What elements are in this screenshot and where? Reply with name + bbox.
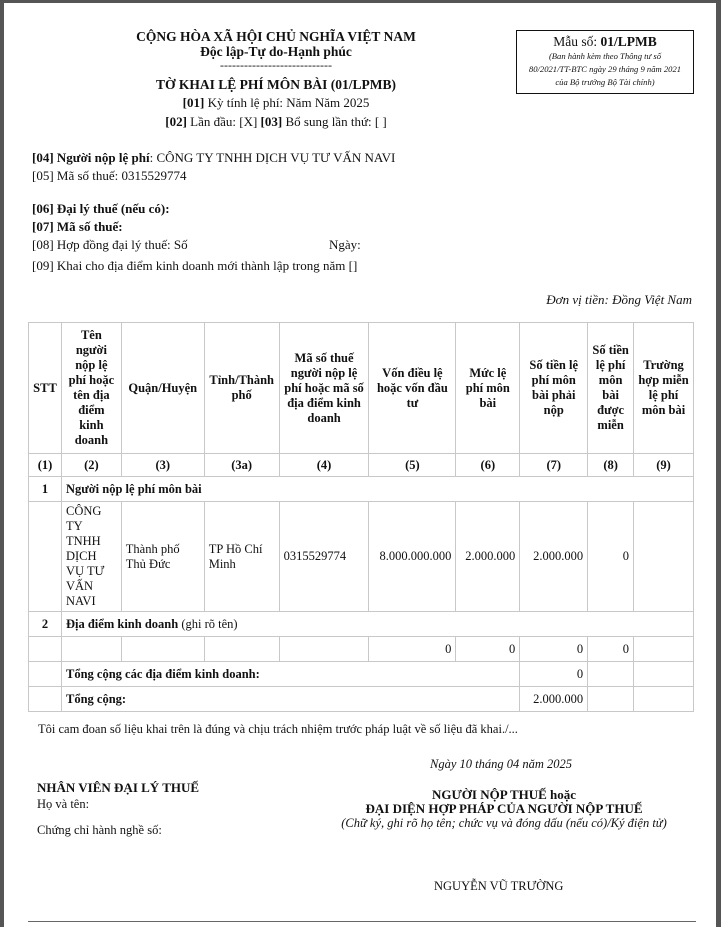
form-code: [517, 33, 693, 50]
form-code-box: [516, 30, 694, 94]
field-08: [08] Hợp đồng đại lý thuế: Số: [32, 237, 188, 252]
row1-stt: [29, 502, 62, 612]
row1-tax-code: 0315529774: [279, 502, 369, 612]
total-stt: [29, 687, 62, 712]
document-page: [4, 3, 716, 927]
field-01-code: [01]: [182, 95, 205, 110]
subtotal-value: 0: [520, 662, 588, 687]
agent-title: NHÂN VIÊN ĐẠI LÝ THUẾ: [37, 780, 200, 795]
row2-fee-level: 0: [456, 637, 520, 662]
row2-stt: [29, 637, 62, 662]
subtotal-exempt: [588, 662, 634, 687]
form-title: TỜ KHAI LỆ PHÍ MÔN BÀI (01/LPMB): [155, 77, 396, 92]
tax-agent-block: [37, 780, 199, 838]
form-code-value: 01/LPMB: [600, 34, 657, 49]
row2-fee-exempt: 0: [588, 637, 634, 662]
agent-certificate: Chứng chỉ hành nghề số:: [37, 823, 162, 837]
col-header-fee-payable: Số tiền lệ phí môn bài phải nộp: [520, 323, 588, 454]
total-exempt: [588, 687, 634, 712]
row1-exempt-case: [634, 502, 694, 612]
nation-heading: CỘNG HÒA XÃ HỘI CHỦ NGHĨA VIỆT NAM: [136, 29, 416, 44]
field-02-code: [02]: [165, 114, 187, 129]
col-number: (3): [121, 454, 204, 477]
col-number: (8): [588, 454, 634, 477]
col-header-exempt-case: Trường hợp miễn lệ phí môn bài: [634, 323, 694, 454]
col-number: (6): [456, 454, 520, 477]
total-row: [29, 687, 694, 712]
col-header-tax-code: Mã số thuế người nộp lệ phí hoặc mã số địa điểm kinh doanh: [279, 323, 369, 454]
signer-note: (Chữ ký, ghi rõ họ tên; chức vụ và đóng dấu (nếu có)/Ký điện tử): [341, 816, 667, 830]
col-header-district: Quận/Huyện: [121, 323, 204, 454]
field-03-code: [03]: [260, 114, 283, 129]
row1-fee-payable: 2.000.000: [520, 502, 588, 612]
field-02-03: [100, 112, 452, 131]
document-header: [100, 29, 452, 131]
section-1-row: [29, 477, 694, 502]
row1-capital: 8.000.000.000: [369, 502, 456, 612]
row1-fee-level: 2.000.000: [456, 502, 520, 612]
col-number: (2): [61, 454, 121, 477]
subtotal-label: Tổng cộng các địa điểm kinh doanh:: [61, 662, 519, 687]
subtotal-row: [29, 662, 694, 687]
col-number: (4): [279, 454, 369, 477]
row1-district: Thành phố Thủ Đức: [121, 502, 204, 612]
col-number: (9): [634, 454, 694, 477]
total-case: [634, 687, 694, 712]
declaration-date: Ngày 10 tháng 04 năm 2025: [430, 757, 573, 771]
field-01: [100, 93, 452, 112]
row2-district: [121, 637, 204, 662]
field-02-text: Lần đầu: [X]: [186, 114, 261, 129]
field-01-text: Kỳ tính lệ phí: Năm Năm 2025: [204, 95, 370, 110]
row1-name: CÔNG TY TNHH DỊCH VỤ TƯ VẤN NAVI: [61, 502, 121, 612]
column-number-row: [29, 454, 694, 477]
col-header-capital: Vốn điều lệ hoặc vốn đầu tư: [369, 323, 456, 454]
section-2-stt: 2: [29, 612, 62, 637]
col-number: (3a): [204, 454, 279, 477]
col-header-fee-exempt: Số tiền lệ phí môn bài được miễn: [588, 323, 634, 454]
form-note-line3: của Bộ trưởng Bộ Tài chính): [555, 77, 655, 87]
field-06: [06] Đại lý thuế (nếu có):: [32, 201, 170, 216]
form-code-label: Mẫu số:: [553, 34, 601, 49]
fee-table: [28, 322, 694, 712]
row1-fee-exempt: 0: [588, 502, 634, 612]
row2-name: [61, 637, 121, 662]
signer-title-2: ĐẠI DIỆN HỢP PHÁP CỦA NGƯỜI NỘP THUẾ: [365, 801, 643, 816]
field-09: [09] Khai cho địa điểm kinh doanh mới thành lập trong năm []: [32, 258, 358, 273]
section-2-row: [29, 612, 694, 637]
col-header-province: Tỉnh/Thành phố: [204, 323, 279, 454]
section-2-label: [61, 612, 693, 637]
col-header-fee-level: Mức lệ phí môn bài: [456, 323, 520, 454]
section-1-label: Người nộp lệ phí môn bài: [61, 477, 693, 502]
signer-name: NGUYỄN VŨ TRƯỜNG: [434, 879, 564, 893]
signer-title-1: NGƯỜI NỘP THUẾ hoặc: [431, 787, 577, 802]
table-row: [29, 637, 694, 662]
table-row: [29, 502, 694, 612]
row2-exempt-case: [634, 637, 694, 662]
total-label: Tổng cộng:: [61, 687, 519, 712]
field-04: [32, 149, 395, 167]
field-07: [07] Mã số thuế:: [32, 219, 123, 234]
form-note-line2: 80/2021/TT-BTC ngày 29 tháng 9 năm 2021: [528, 64, 682, 74]
currency-unit: Đơn vị tiền: Đồng Việt Nam: [546, 292, 692, 307]
row2-capital: 0: [369, 637, 456, 662]
table-header-row: [29, 323, 694, 454]
signer-block: [304, 788, 704, 831]
col-number: (1): [29, 454, 62, 477]
col-number: (5): [369, 454, 456, 477]
field-08-date: Ngày:: [329, 237, 361, 252]
section-2-label-note: (ghi rõ tên): [178, 616, 238, 631]
col-header-stt: STT: [29, 323, 62, 454]
field-03-text: Bổ sung lần thứ: [ ]: [282, 114, 387, 129]
row2-province: [204, 637, 279, 662]
section-1-stt: 1: [29, 477, 62, 502]
row2-fee-payable: 0: [520, 637, 588, 662]
agent-name: Họ và tên:: [37, 797, 90, 811]
subtotal-stt: [29, 662, 62, 687]
field-05: [05] Mã số thuế: 0315529774: [32, 168, 187, 183]
field-04-value: : CÔNG TY TNHH DỊCH VỤ TƯ VẤN NAVI: [149, 150, 396, 165]
total-value: 2.000.000: [520, 687, 588, 712]
bottom-divider: [28, 921, 696, 922]
col-number: (7): [520, 454, 588, 477]
motto: Độc lập-Tự do-Hạnh phúc: [200, 44, 352, 59]
row2-tax-code: [279, 637, 369, 662]
form-note-line1: (Ban hành kèm theo Thông tư số: [548, 51, 662, 61]
section-2-label-bold: Địa điểm kinh doanh: [65, 616, 179, 631]
declaration: Tôi cam đoan số liệu khai trên là đúng và chịu trách nhiệm trước pháp luật về số liệu đã khai./...: [38, 722, 518, 736]
field-04-label: [04] Người nộp lệ phí: [32, 150, 150, 165]
header-separator: ----------------------------: [220, 58, 332, 72]
subtotal-case: [634, 662, 694, 687]
row1-province: TP Hồ Chí Minh: [204, 502, 279, 612]
col-header-name: Tên người nộp lệ phí hoặc tên địa điểm kinh doanh: [61, 323, 121, 454]
